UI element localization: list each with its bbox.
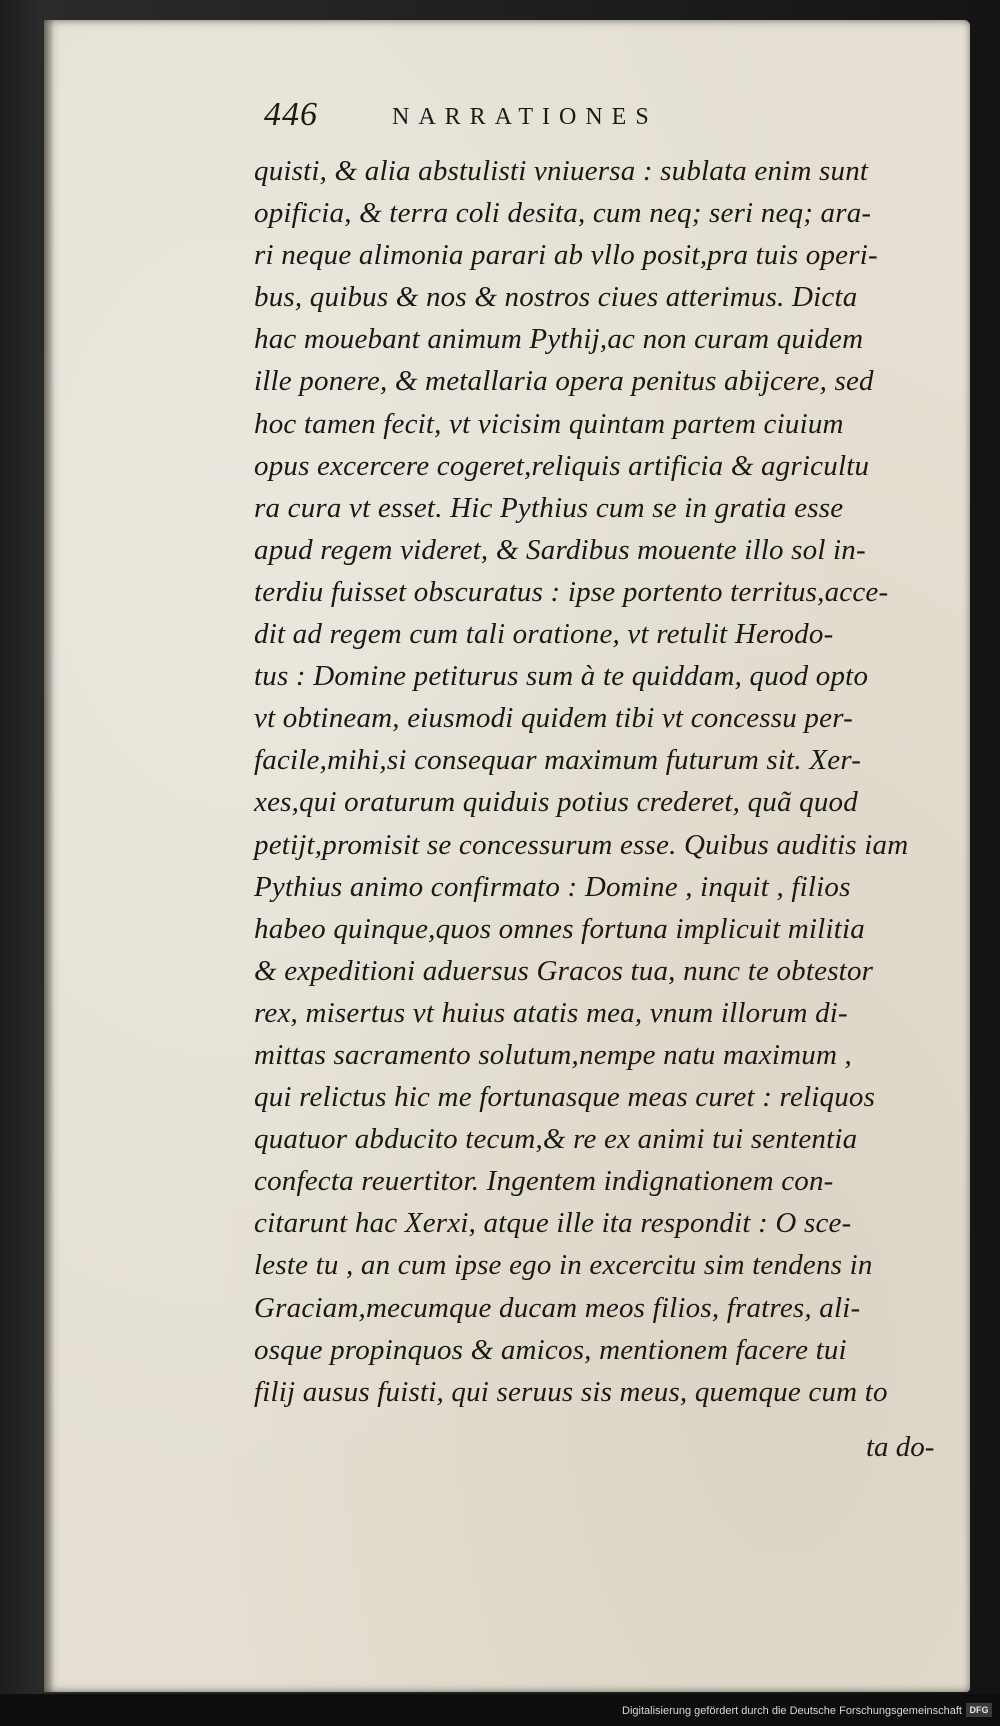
digitization-credit: Digitalisierung gefördert durch die Deutsche Forschungsgemeinschaft (622, 1705, 962, 1717)
text-line: ille ponere, & metallaria opera penitus abijcere, sed (254, 365, 874, 398)
text-line: Graciam,mecumque ducam meos filios, fratres, ali- (254, 1291, 861, 1324)
text-line: Pythius animo confirmato : Domine , inquit , filios (254, 870, 851, 903)
text-line: rex, misertus vt huius atatis mea, vnum illorum di- (254, 996, 848, 1029)
text-line: facile,mihi,si consequar maximum futurum sit. Xer- (254, 744, 862, 777)
page-header (264, 96, 824, 140)
text-line: hoc tamen fecit, vt vicisim quintam partem ciuium (254, 407, 844, 440)
text-line: xes,qui oraturum quiduis potius crederet, quã quod (254, 786, 858, 819)
text-line: apud regem videret, & Sardibus mouente illo sol in- (254, 533, 866, 566)
text-line: quatuor abducito tecum,& re ex animi tui sententia (254, 1123, 858, 1156)
text-line: filij ausus fuisti, qui seruus sis meus, quemque cum to (254, 1375, 888, 1408)
text-line: confecta reuertitor. Ingentem indignationem con- (254, 1165, 834, 1198)
text-line: vt obtineam, eiusmodi quidem tibi vt concessu per- (254, 702, 853, 735)
text-line: ra cura vt esset. Hic Pythius cum se in gratia esse (254, 491, 844, 524)
text-line: osque propinquos & amicos, mentionem facere tui (254, 1333, 847, 1366)
text-line: citarunt hac Xerxi, atque ille ita respondit : O sce- (254, 1207, 852, 1240)
text-line: leste tu , an cum ipse ego in excercitu sim tendens in (254, 1249, 873, 1282)
text-line: opus excercere cogeret,reliquis artificia & agricultu (254, 449, 870, 482)
text-line: & expeditioni aduersus Gracos tua, nunc te obtestor (254, 954, 874, 987)
text-line: terdiu fuisset obscuratus : ipse portento territus,acce- (254, 575, 889, 608)
text-line: quisti, & alia abstulisti vniuersa : sublata enim sunt (254, 155, 869, 187)
running-head: NARRATIONES (392, 104, 658, 130)
text-line: dit ad regem cum tali oratione, vt retulit Herodo- (254, 618, 834, 651)
page-gutter-shadow (44, 20, 54, 1692)
text-line: tus : Domine petiturus sum à te quiddam, quod opto (254, 660, 869, 693)
page-number: 446 (264, 96, 318, 133)
text-line: qui relictus hic me fortunasque meas curet : reliquos (254, 1081, 876, 1114)
catchword: ta do- (866, 1431, 935, 1463)
dfg-logo: DFG (966, 1703, 992, 1717)
body-text (254, 150, 964, 1413)
text-line: opificia, & terra coli desita, cum neq; seri neq; ara- (254, 197, 872, 230)
text-line: hac mouebant animum Pythij,ac non curam quidem (254, 323, 864, 356)
text-line: habeo quinque,quos omnes fortuna implicuit militia (254, 912, 865, 945)
text-line: petijt,promisit se concessurum esse. Quibus auditis iam (254, 828, 909, 861)
text-line: ri neque alimonia parari ab vllo posit,pra tuis operi- (254, 239, 878, 272)
text-line: bus, quibus & nos & nostros ciues atterimus. Dicta (254, 281, 858, 314)
text-line: mittas sacramento solutum,nempe natu maximum , (254, 1038, 853, 1071)
